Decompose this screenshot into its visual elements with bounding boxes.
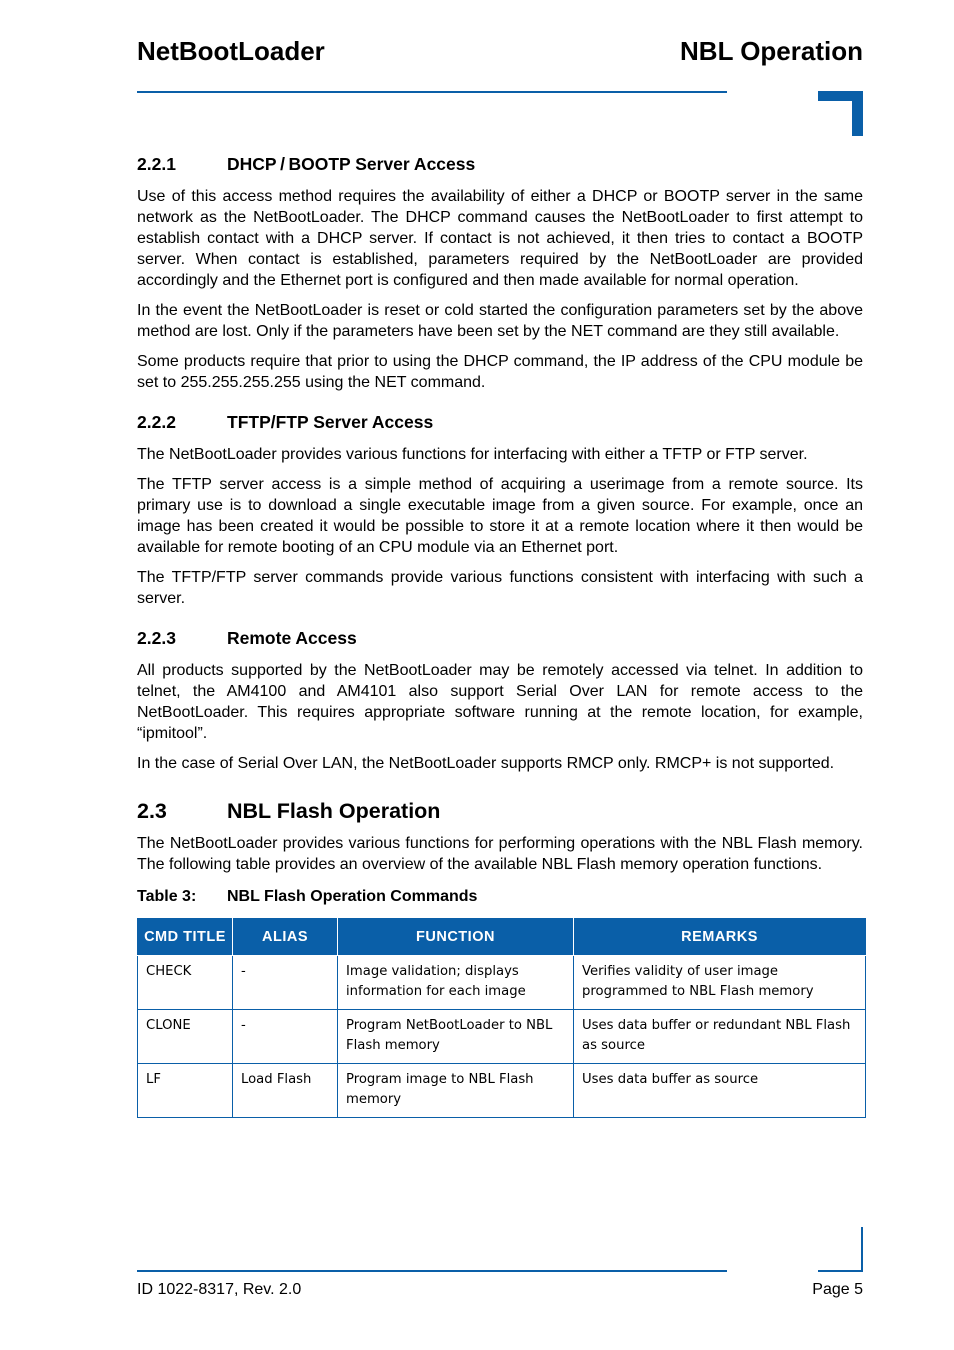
section-heading-2-2-3 (137, 626, 863, 650)
cell-remarks: Verifies validity of user image programmed to NBL Flash memory (574, 956, 866, 1010)
cell-function: Image validation; displays information for each image (338, 956, 574, 1010)
column-header-function: FUNCTION (338, 919, 574, 956)
section-heading-2-2-2 (137, 410, 863, 434)
paragraph: In the case of Serial Over LAN, the NetBootLoader supports RMCP only. RMCP+ is not supported. (137, 755, 835, 772)
cell-cmd-title: CLONE (138, 1010, 233, 1064)
header-title-left: NetBootLoader (137, 36, 325, 66)
table-row (138, 1064, 866, 1118)
table-row (138, 1010, 866, 1064)
section-title: TFTP/FTP Server Access (227, 412, 434, 432)
table-header-row (138, 919, 866, 956)
section-heading-2-2-1 (137, 152, 863, 176)
section-number: 2.2.2 (137, 412, 176, 432)
paragraph: Use of this access method requires the availability of either a DHCP or BOOTP server in the same network as the NetBootLoader. The DHCP command causes the NetBootLoader to first attempt to establish contact with a DHCP server. If contact is not achieved, it then tries to contact a BOOTP server. When contact is established, parameters required by the NetBootLoader are provided accordingly and the Ethernet port is configured and then made available for normal operation. (137, 188, 863, 289)
cell-alias: - (233, 1010, 338, 1064)
section-title: DHCP / BOOTP Server Access (227, 154, 476, 174)
header-title-right: NBL Operation (680, 36, 863, 66)
section-number: 2.2.1 (137, 154, 176, 174)
column-header-cmd-title: CMD TITLE (138, 919, 233, 956)
cell-remarks: Uses data buffer as source (574, 1064, 866, 1118)
paragraph: The TFTP server access is a simple method of acquiring a userimage from a remote source. Its primary use is to download a single executable image from a given source. For example, once an image has been created it would be possible to store it at a remote location where it then would be available for remote booting of an CPU module via an Ethernet port. (137, 476, 863, 556)
column-header-remarks: REMARKS (574, 919, 866, 956)
cell-function: Program image to NBL Flash memory (338, 1064, 574, 1118)
paragraph: All products supported by the NetBootLoader may be remotely accessed via telnet. In addition to telnet, the AM4100 and AM4101 also support Serial Over LAN for remote access to the NetBootLoader. This requires appropriate software running at the remote location, for example, “ipmitool”. (137, 662, 863, 742)
table-caption-number: Table 3: (137, 888, 197, 905)
section-number: 2.3 (137, 799, 167, 823)
corner-mark-bottom-vertical (861, 1227, 863, 1272)
section-number: 2.2.3 (137, 628, 176, 648)
table-row (138, 956, 866, 1010)
cell-alias: Load Flash (233, 1064, 338, 1118)
paragraph: The TFTP/FTP server commands provide various functions consistent with interfacing with such a server. (137, 569, 863, 607)
cell-alias: - (233, 956, 338, 1010)
corner-mark-bottom (818, 1270, 863, 1272)
section-heading-2-3 (137, 797, 863, 825)
corner-mark-top-vertical (852, 91, 863, 136)
cell-cmd-title: LF (138, 1064, 233, 1118)
cell-remarks: Uses data buffer or redundant NBL Flash as source (574, 1010, 866, 1064)
footer-rule (137, 1270, 727, 1272)
cell-function: Program NetBootLoader to NBL Flash memory (338, 1010, 574, 1064)
flash-commands-table (137, 918, 866, 1118)
footer-doc-id: ID 1022-8317, Rev. 2.0 (137, 1281, 302, 1298)
section-title: NBL Flash Operation (227, 799, 441, 823)
header-rule (137, 91, 727, 93)
paragraph: The NetBootLoader provides various functions for interfacing with either a TFTP or FTP server. (137, 446, 808, 463)
paragraph: The NetBootLoader provides various functions for performing operations with the NBL Flash memory. The following table provides an overview of the available NBL Flash memory operation functions. (137, 835, 863, 873)
table-caption (137, 887, 863, 907)
cell-cmd-title: CHECK (138, 956, 233, 1010)
paragraph: Some products require that prior to using the DHCP command, the IP address of the CPU module be set to 255.255.255.255 using the NET command. (137, 353, 863, 391)
footer-page-number: Page 5 (812, 1281, 863, 1298)
page-content (137, 152, 863, 1118)
column-header-alias: ALIAS (233, 919, 338, 956)
section-title: Remote Access (227, 628, 357, 648)
table-caption-title: NBL Flash Operation Commands (227, 888, 478, 905)
paragraph: In the event the NetBootLoader is reset or cold started the configuration parameters set by the above method are lost. Only if the parameters have been set by the NET command are they still available. (137, 302, 863, 340)
